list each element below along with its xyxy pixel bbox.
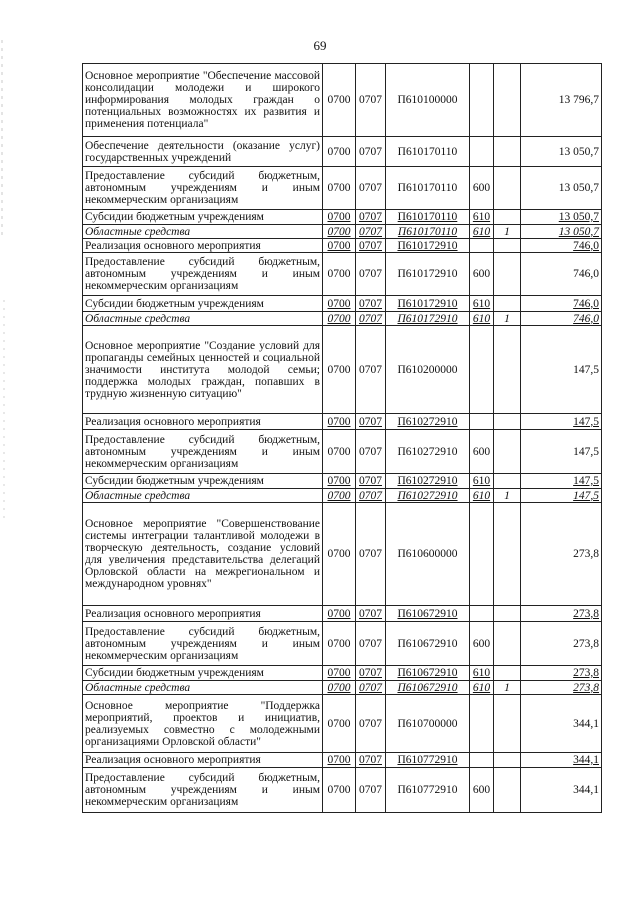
row-name: Основное мероприятие "Совершенствование системы интеграции талантливой молодежи в творческую деятельность, создание условий для увеличения представительства делегаций Орловской области на межрегиональном и международном уровнях" <box>83 503 323 606</box>
table-row <box>83 239 602 253</box>
expense-type: 600 <box>470 622 494 666</box>
section-code: 0700 <box>323 606 356 622</box>
expense-type <box>470 753 494 768</box>
target-article: П610600000 <box>386 503 470 606</box>
section-code: 0700 <box>323 681 356 695</box>
funding-kind <box>494 503 521 606</box>
table-row <box>83 503 602 606</box>
table-row <box>83 253 602 296</box>
expense-type: 610 <box>470 312 494 326</box>
subsection-code: 0707 <box>356 666 386 681</box>
row-name: Реализация основного мероприятия <box>83 414 323 430</box>
row-name: Предоставление субсидий бюджетным, автономным учреждениям и иным некоммерческим организациям <box>83 167 323 210</box>
subsection-code: 0707 <box>356 430 386 474</box>
amount: 147,5 <box>521 326 602 414</box>
table-row <box>83 489 602 503</box>
expense-type: 610 <box>470 210 494 225</box>
section-code: 0700 <box>323 326 356 414</box>
target-article: П610700000 <box>386 695 470 753</box>
table-row <box>83 296 602 312</box>
subsection-code: 0707 <box>356 137 386 167</box>
row-name: Основное мероприятие "Обеспечение массовой консолидации молодежи и широкого информирования молодых граждан о потенциальных возможностях их развития и применения потенциала" <box>83 64 323 137</box>
funding-kind <box>494 474 521 489</box>
section-code: 0700 <box>323 137 356 167</box>
row-name: Предоставление субсидий бюджетным, автономным учреждениям и иным некоммерческим организациям <box>83 768 323 813</box>
subsection-code: 0707 <box>356 167 386 210</box>
scan-margin-strip <box>0 0 6 905</box>
table-row <box>83 167 602 210</box>
amount: 273,8 <box>521 666 602 681</box>
amount: 147,5 <box>521 474 602 489</box>
table-row <box>83 225 602 239</box>
section-code: 0700 <box>323 695 356 753</box>
page-number: 69 <box>313 38 327 53</box>
section-code: 0700 <box>323 239 356 253</box>
amount: 147,5 <box>521 489 602 503</box>
amount: 344,1 <box>521 753 602 768</box>
amount: 13 050,7 <box>521 167 602 210</box>
target-article: П610772910 <box>386 768 470 813</box>
expense-type: 610 <box>470 681 494 695</box>
table-row <box>83 326 602 414</box>
amount: 147,5 <box>521 430 602 474</box>
target-article: П610272910 <box>386 430 470 474</box>
subsection-code: 0707 <box>356 64 386 137</box>
section-code: 0700 <box>323 296 356 312</box>
subsection-code: 0707 <box>356 503 386 606</box>
expense-type <box>470 414 494 430</box>
row-name: Областные средства <box>83 312 323 326</box>
table-row <box>83 210 602 225</box>
funding-kind: 1 <box>494 312 521 326</box>
target-article: П610772910 <box>386 753 470 768</box>
funding-kind <box>494 210 521 225</box>
row-name: Основное мероприятие "Поддержка мероприятий, проектов и инициатив, реализуемых совместно с молодежными организациями Орловской области" <box>83 695 323 753</box>
subsection-code: 0707 <box>356 253 386 296</box>
amount: 273,8 <box>521 606 602 622</box>
funding-kind <box>494 326 521 414</box>
funding-kind <box>494 430 521 474</box>
amount: 273,8 <box>521 503 602 606</box>
section-code: 0700 <box>323 312 356 326</box>
amount: 344,1 <box>521 768 602 813</box>
target-article: П610672910 <box>386 606 470 622</box>
funding-kind <box>494 239 521 253</box>
row-name: Субсидии бюджетным учреждениям <box>83 210 323 225</box>
amount: 746,0 <box>521 296 602 312</box>
target-article: П610100000 <box>386 64 470 137</box>
section-code: 0700 <box>323 210 356 225</box>
row-name: Предоставление субсидий бюджетным, автономным учреждениям и иным некоммерческим организациям <box>83 622 323 666</box>
target-article: П610172910 <box>386 312 470 326</box>
section-code: 0700 <box>323 430 356 474</box>
row-name: Субсидии бюджетным учреждениям <box>83 296 323 312</box>
table-row <box>83 137 602 167</box>
funding-kind <box>494 753 521 768</box>
table-row <box>83 474 602 489</box>
table-row <box>83 64 602 137</box>
table-row <box>83 666 602 681</box>
funding-kind <box>494 167 521 210</box>
table-row <box>83 606 602 622</box>
funding-kind <box>494 296 521 312</box>
section-code: 0700 <box>323 622 356 666</box>
table-row <box>83 695 602 753</box>
target-article: П610200000 <box>386 326 470 414</box>
row-name: Реализация основного мероприятия <box>83 606 323 622</box>
target-article: П610172910 <box>386 239 470 253</box>
subsection-code: 0707 <box>356 296 386 312</box>
amount: 13 796,7 <box>521 64 602 137</box>
subsection-code: 0707 <box>356 474 386 489</box>
target-article: П610170110 <box>386 167 470 210</box>
expense-type: 610 <box>470 489 494 503</box>
section-code: 0700 <box>323 768 356 813</box>
table-row <box>83 768 602 813</box>
expense-type <box>470 606 494 622</box>
row-name: Предоставление субсидий бюджетным, автономным учреждениям и иным некоммерческим организациям <box>83 430 323 474</box>
target-article: П610170110 <box>386 210 470 225</box>
subsection-code: 0707 <box>356 606 386 622</box>
amount: 13 050,7 <box>521 210 602 225</box>
target-article: П610272910 <box>386 414 470 430</box>
scan-margin-mark <box>0 0 6 905</box>
section-code: 0700 <box>323 225 356 239</box>
amount: 746,0 <box>521 312 602 326</box>
expense-type <box>470 64 494 137</box>
table-row <box>83 430 602 474</box>
expense-type: 600 <box>470 253 494 296</box>
subsection-code: 0707 <box>356 681 386 695</box>
amount: 13 050,7 <box>521 137 602 167</box>
table-row <box>83 312 602 326</box>
funding-kind <box>494 768 521 813</box>
section-code: 0700 <box>323 753 356 768</box>
expense-type <box>470 503 494 606</box>
row-name: Областные средства <box>83 489 323 503</box>
expense-type: 610 <box>470 474 494 489</box>
subsection-code: 0707 <box>356 210 386 225</box>
funding-kind <box>494 414 521 430</box>
expense-type: 610 <box>470 666 494 681</box>
subsection-code: 0707 <box>356 239 386 253</box>
target-article: П610172910 <box>386 253 470 296</box>
budget-table-body <box>83 64 602 813</box>
subsection-code: 0707 <box>356 768 386 813</box>
section-code: 0700 <box>323 474 356 489</box>
row-name: Реализация основного мероприятия <box>83 753 323 768</box>
funding-kind <box>494 695 521 753</box>
target-article: П610170110 <box>386 225 470 239</box>
amount: 746,0 <box>521 239 602 253</box>
funding-kind <box>494 137 521 167</box>
expense-type <box>470 695 494 753</box>
row-name: Субсидии бюджетным учреждениям <box>83 474 323 489</box>
expense-type: 610 <box>470 296 494 312</box>
table-row <box>83 681 602 695</box>
section-code: 0700 <box>323 64 356 137</box>
subsection-code: 0707 <box>356 489 386 503</box>
amount: 344,1 <box>521 695 602 753</box>
amount: 746,0 <box>521 253 602 296</box>
expense-type: 600 <box>470 768 494 813</box>
subsection-code: 0707 <box>356 414 386 430</box>
funding-kind <box>494 666 521 681</box>
funding-kind <box>494 622 521 666</box>
target-article: П610172910 <box>386 296 470 312</box>
funding-kind: 1 <box>494 489 521 503</box>
row-name: Областные средства <box>83 681 323 695</box>
table-row <box>83 753 602 768</box>
subsection-code: 0707 <box>356 622 386 666</box>
row-name: Обеспечение деятельности (оказание услуг) государственных учреждений <box>83 137 323 167</box>
expense-type <box>470 137 494 167</box>
funding-kind <box>494 253 521 296</box>
expense-type: 600 <box>470 167 494 210</box>
subsection-code: 0707 <box>356 326 386 414</box>
expense-type <box>470 239 494 253</box>
table-row <box>83 622 602 666</box>
amount: 147,5 <box>521 414 602 430</box>
table-row <box>83 414 602 430</box>
amount: 273,8 <box>521 622 602 666</box>
section-code: 0700 <box>323 489 356 503</box>
section-code: 0700 <box>323 666 356 681</box>
subsection-code: 0707 <box>356 695 386 753</box>
subsection-code: 0707 <box>356 312 386 326</box>
subsection-code: 0707 <box>356 225 386 239</box>
expense-type <box>470 326 494 414</box>
target-article: П610272910 <box>386 474 470 489</box>
section-code: 0700 <box>323 414 356 430</box>
section-code: 0700 <box>323 167 356 210</box>
funding-kind: 1 <box>494 225 521 239</box>
target-article: П610272910 <box>386 489 470 503</box>
target-article: П610170110 <box>386 137 470 167</box>
section-code: 0700 <box>323 253 356 296</box>
row-name: Областные средства <box>83 225 323 239</box>
expense-type: 610 <box>470 225 494 239</box>
funding-kind <box>494 64 521 137</box>
amount: 273,8 <box>521 681 602 695</box>
funding-kind: 1 <box>494 681 521 695</box>
row-name: Основное мероприятие "Создание условий для пропаганды семейных ценностей и социальной значимости института молодой семьи; поддержка молодых граждан, попавших в трудную жизненную ситуацию" <box>83 326 323 414</box>
budget-table <box>82 63 602 813</box>
target-article: П610672910 <box>386 681 470 695</box>
funding-kind <box>494 606 521 622</box>
subsection-code: 0707 <box>356 753 386 768</box>
expense-type: 600 <box>470 430 494 474</box>
target-article: П610672910 <box>386 666 470 681</box>
amount: 13 050,7 <box>521 225 602 239</box>
section-code: 0700 <box>323 503 356 606</box>
row-name: Субсидии бюджетным учреждениям <box>83 666 323 681</box>
row-name: Реализация основного мероприятия <box>83 239 323 253</box>
target-article: П610672910 <box>386 622 470 666</box>
row-name: Предоставление субсидий бюджетным, автономным учреждениям и иным некоммерческим организациям <box>83 253 323 296</box>
